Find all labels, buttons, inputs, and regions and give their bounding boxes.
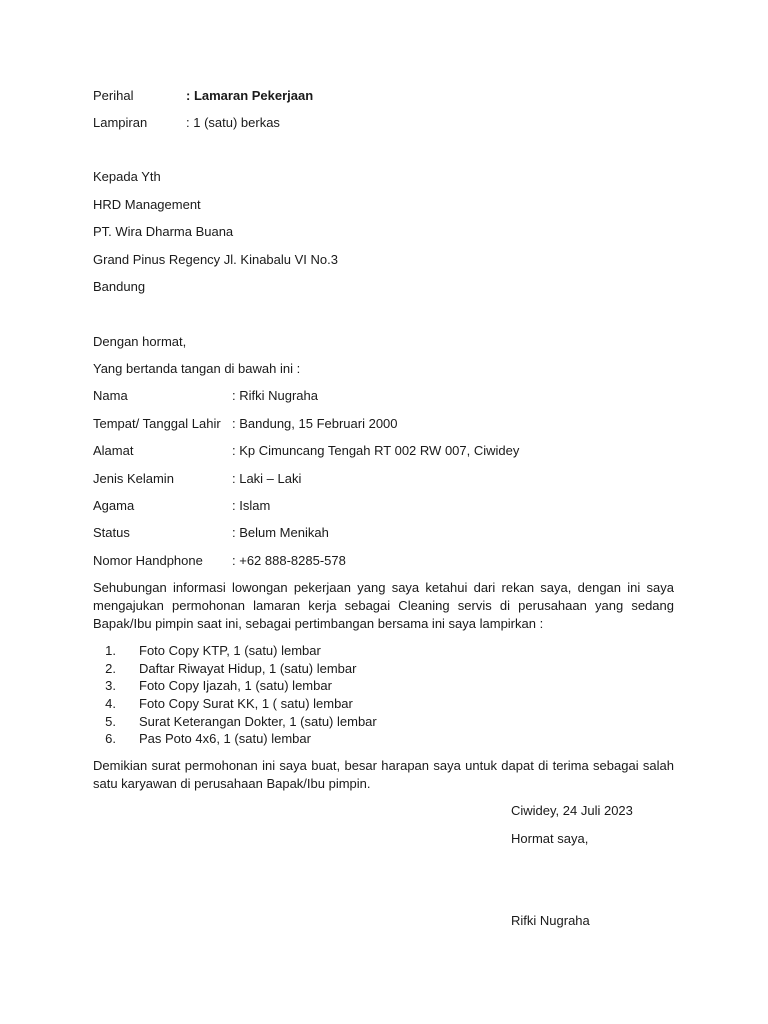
closing-paragraph: Demikian surat permohonan ini saya buat, besar harapan saya untuk dapat di terima sebagai salah satu karyawan di perusahaan Bapak/Ibu pimpin. — [93, 758, 674, 791]
applicant-row — [93, 498, 270, 514]
intro-line: Yang bertanda tangan di bawah ini : — [93, 361, 301, 376]
applicant-row — [93, 443, 519, 459]
lampiran-value: : 1 (satu) berkas — [186, 115, 280, 130]
applicant-row — [93, 525, 329, 541]
list-number: 3. — [105, 678, 116, 694]
applicant-row — [93, 553, 346, 569]
recipient-line: Bandung — [93, 279, 146, 294]
recipient-line: Kepada Yth — [93, 169, 161, 184]
list-item — [93, 677, 377, 695]
applicant-label: Status — [93, 525, 130, 540]
list-text: Daftar Riwayat Hidup, 1 (satu) lembar — [139, 660, 357, 676]
list-number: 4. — [105, 696, 116, 712]
lampiran-label: Lampiran — [93, 115, 148, 130]
list-item — [93, 713, 377, 731]
place-date: Ciwidey, 24 Juli 2023 — [511, 803, 633, 818]
recipient-line: HRD Management — [93, 197, 201, 212]
greeting: Dengan hormat, — [93, 334, 187, 349]
applicant-row — [93, 416, 398, 432]
list-text: Foto Copy KTP, 1 (satu) lembar — [139, 643, 321, 658]
applicant-value: : +62 888-8285-578 — [232, 553, 346, 568]
applicant-row — [93, 471, 301, 487]
recipient-line: Grand Pinus Regency Jl. Kinabalu VI No.3 — [93, 252, 338, 267]
recipient-line: PT. Wira Dharma Buana — [93, 224, 234, 239]
list-text: Foto Copy Ijazah, 1 (satu) lembar — [139, 678, 332, 694]
list-text: Surat Keterangan Dokter, 1 (satu) lembar — [139, 713, 377, 729]
list-item — [93, 660, 377, 678]
perihal-label: Perihal — [93, 88, 134, 103]
salutation: Hormat saya, — [511, 831, 589, 846]
applicant-label: Nama — [93, 388, 128, 403]
lampiran-row — [93, 115, 280, 131]
applicant-row — [93, 388, 318, 404]
list-number: 1. — [105, 643, 116, 658]
letter-page — [93, 0, 674, 1024]
attachment-list — [93, 642, 377, 748]
applicant-label: Tempat/ Tanggal Lahir — [93, 416, 221, 431]
list-number: 6. — [105, 731, 116, 747]
list-number: 2. — [105, 660, 116, 676]
list-item — [93, 695, 377, 713]
body-paragraph: Sehubungan informasi lowongan pekerjaan yang saya ketahui dari rekan saya, dengan ini saya mengajukan permohonan lamaran kerja sebagai Cleaning servis di perusahaan yang sedang Bapak/Ibu pimpin saat ini, sebagai pertimbangan bersama ini saya lampirkan : — [93, 580, 674, 631]
applicant-value: : Laki – Laki — [232, 471, 302, 486]
list-text: Pas Poto 4x6, 1 (satu) lembar — [139, 731, 311, 747]
applicant-label: Nomor Handphone — [93, 553, 203, 568]
list-text: Foto Copy Surat KK, 1 ( satu) lembar — [139, 696, 353, 712]
applicant-value: : Rifki Nugraha — [232, 388, 318, 403]
perihal-row — [93, 88, 313, 104]
applicant-value: : Belum Menikah — [232, 525, 329, 540]
perihal-value: : Lamaran Pekerjaan — [186, 88, 314, 103]
applicant-value: : Kp Cimuncang Tengah RT 002 RW 007, Ciwidey — [232, 443, 520, 458]
signatory-name: Rifki Nugraha — [511, 913, 590, 928]
applicant-label: Jenis Kelamin — [93, 471, 174, 486]
applicant-value: : Bandung, 15 Februari 2000 — [232, 416, 398, 431]
applicant-label: Alamat — [93, 443, 134, 458]
list-item — [93, 642, 377, 660]
list-item — [93, 730, 377, 748]
applicant-value: : Islam — [232, 498, 271, 513]
list-number: 5. — [105, 713, 116, 729]
applicant-label: Agama — [93, 498, 135, 513]
